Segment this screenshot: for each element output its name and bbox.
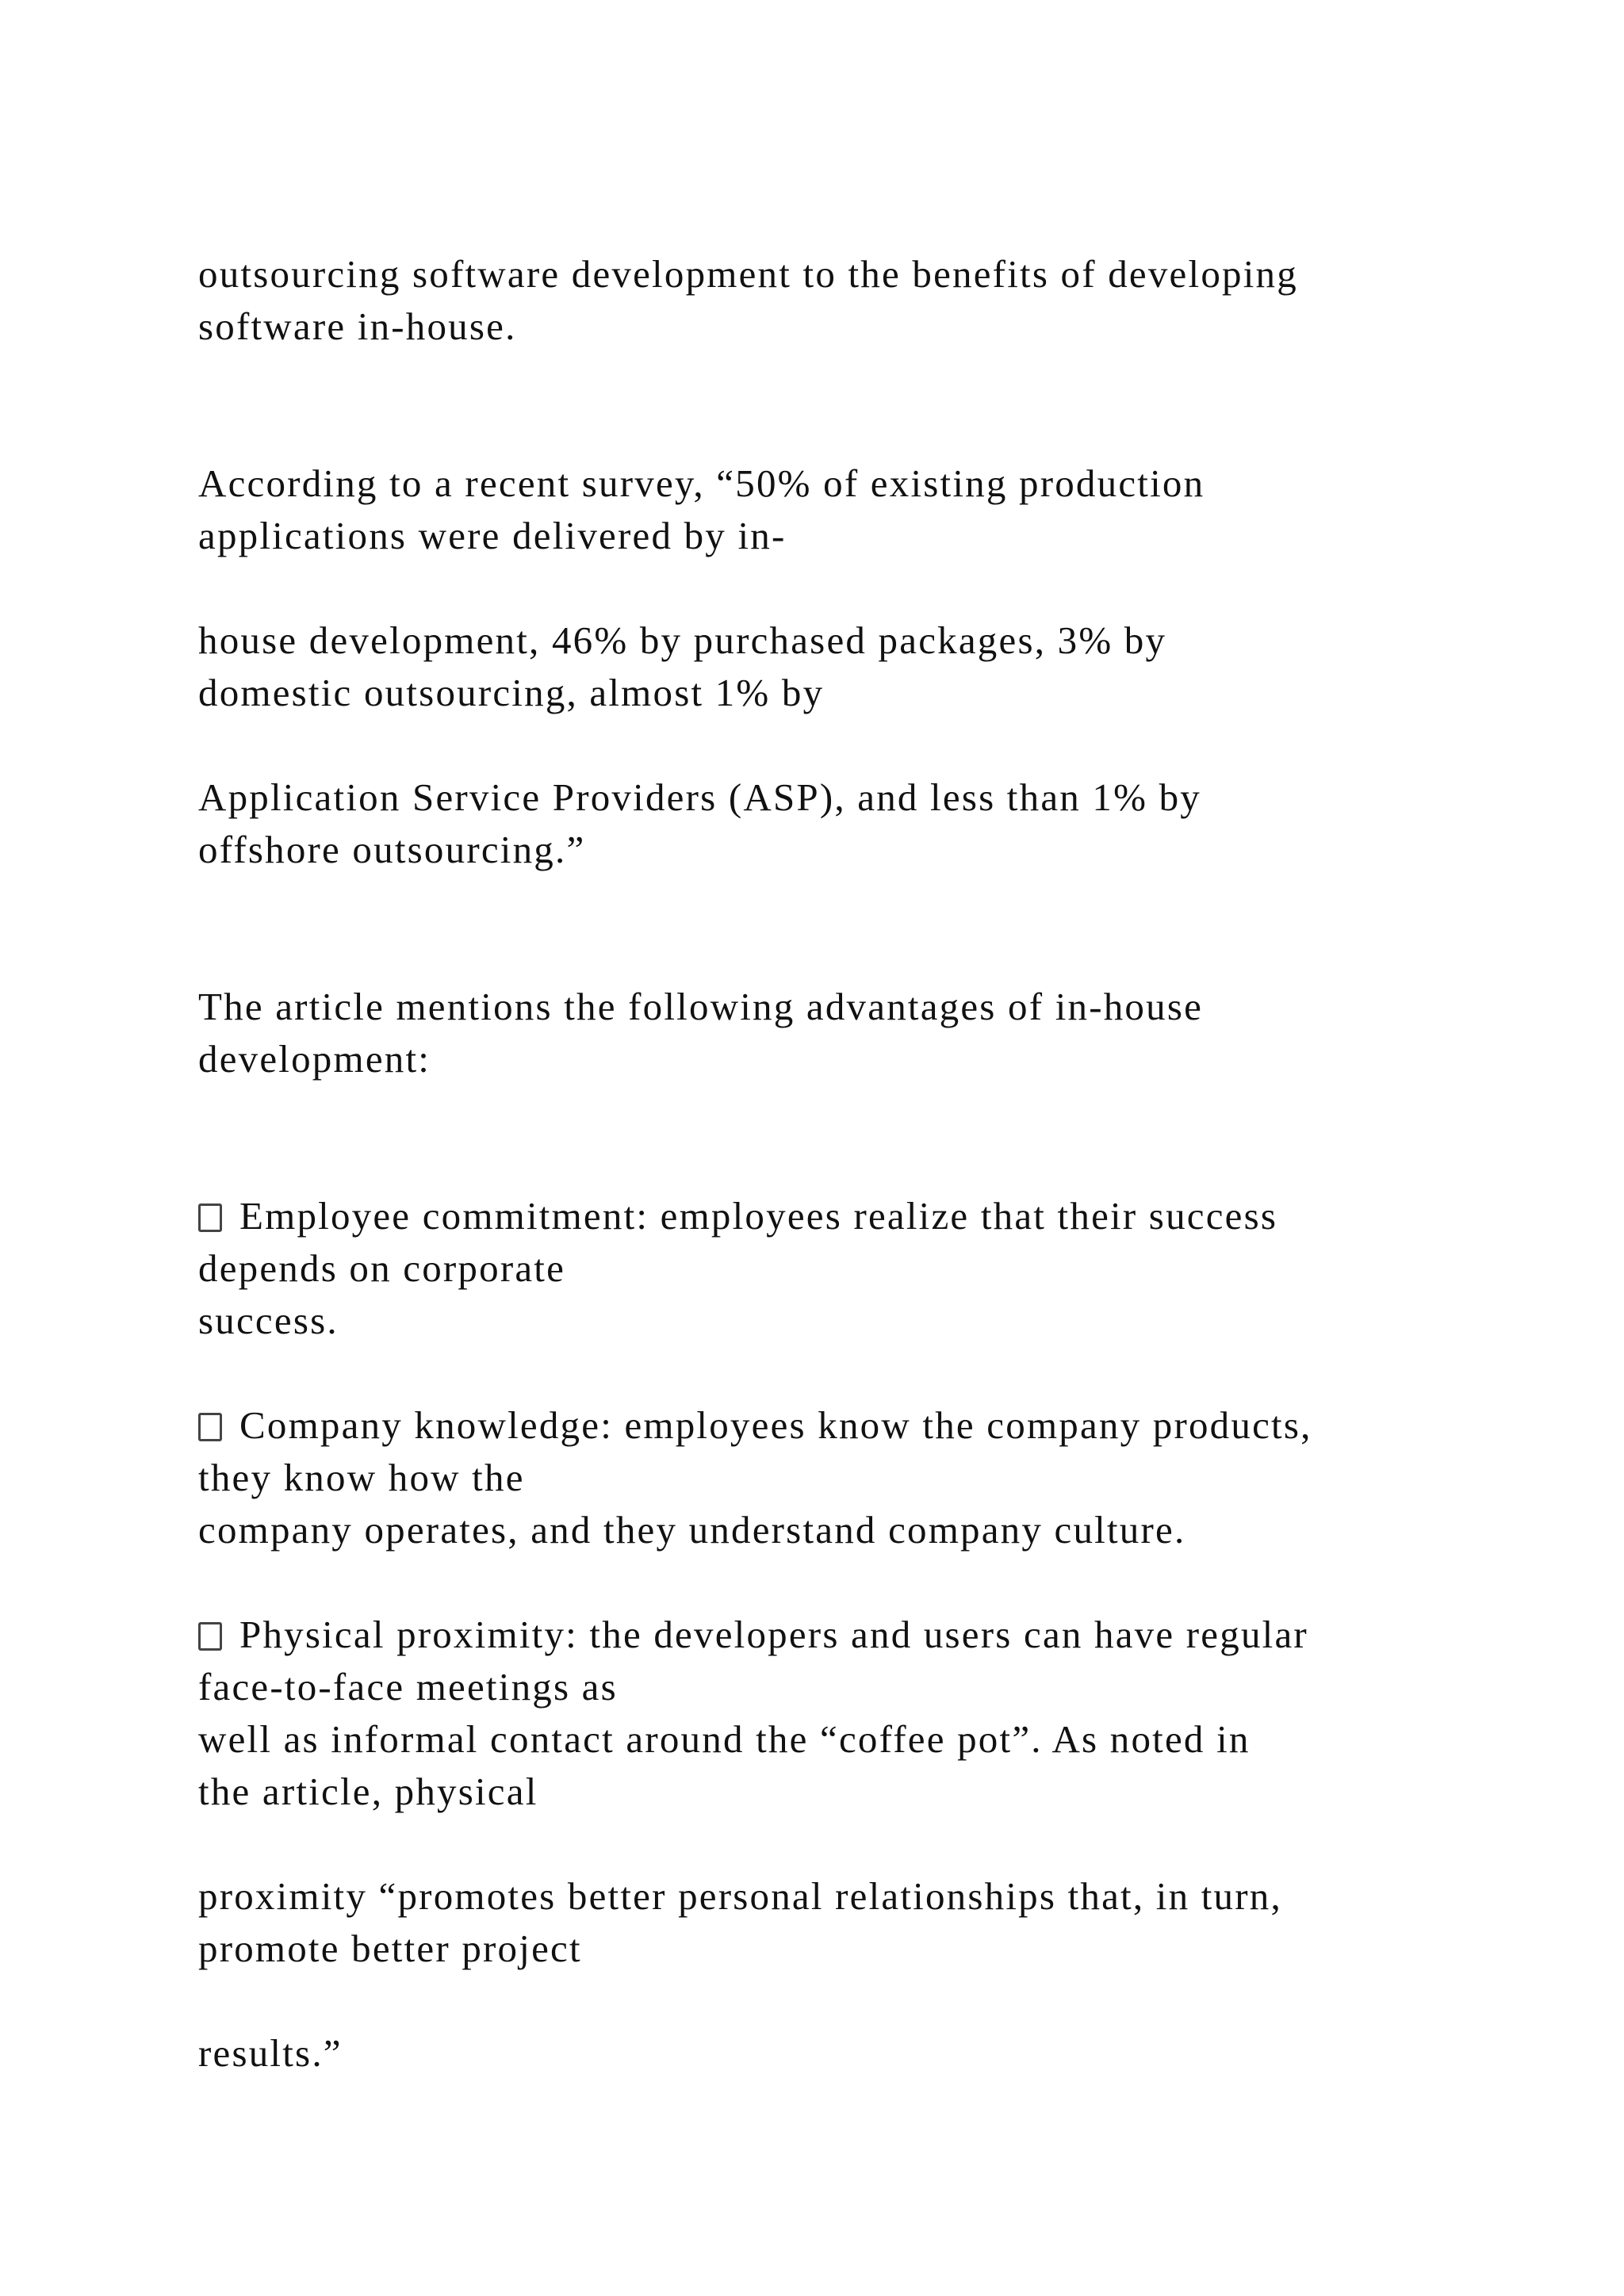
text-line: results.” [198,2031,343,2075]
paragraph-survey-end [198,771,1467,876]
bullet-employee-commitment [198,1190,1467,1347]
text-line: According to a recent survey, “50% of existing production [198,461,1205,505]
text-line: Employee commitment: employees realize that their success [239,1194,1278,1238]
text-line: offshore outsourcing.” [198,828,586,871]
text-line: well as informal contact around the “coffee pot”. As noted in [198,1717,1251,1761]
paragraph-proximity-quote [198,1870,1467,1975]
text-line: Physical proximity: the developers and users can have regular [239,1613,1308,1656]
text-line: face-to-face meetings as [198,1665,618,1709]
missing-glyph-box-icon [198,1622,222,1651]
text-line: depends on corporate [198,1246,566,1290]
text-line: domestic outsourcing, almost 1% by [198,671,825,714]
text-line: outsourcing software development to the benefits of developing [198,252,1298,296]
text-line: success. [198,1299,339,1342]
paragraph-survey-continued [198,614,1467,719]
text-line: proximity “promotes better personal relationships that, in turn, [198,1874,1282,1918]
paragraph-intro [198,248,1467,353]
paragraph-advantages-intro [198,981,1467,1085]
bullet-company-knowledge [198,1399,1467,1556]
paragraph-results [198,2027,1467,2080]
missing-glyph-box-icon [198,1413,222,1441]
text-line: applications were delivered by in- [198,514,787,557]
missing-glyph-box-icon [198,1203,222,1232]
text-line: they know how the [198,1456,525,1499]
text-line: development: [198,1037,431,1081]
text-line: house development, 46% by purchased packages, 3% by [198,618,1167,662]
text-line: software in-house. [198,304,517,348]
paragraph-survey [198,457,1467,562]
text-line: Company knowledge: employees know the company products, [239,1403,1312,1447]
bullet-physical-proximity [198,1609,1467,1818]
text-line: promote better project [198,1927,582,1970]
text-line: Application Service Providers (ASP), and less than 1% by [198,775,1201,819]
text-line: The article mentions the following advantages of in-house [198,985,1204,1028]
text-line: company operates, and they understand company culture. [198,1508,1186,1552]
text-line: the article, physical [198,1770,538,1813]
